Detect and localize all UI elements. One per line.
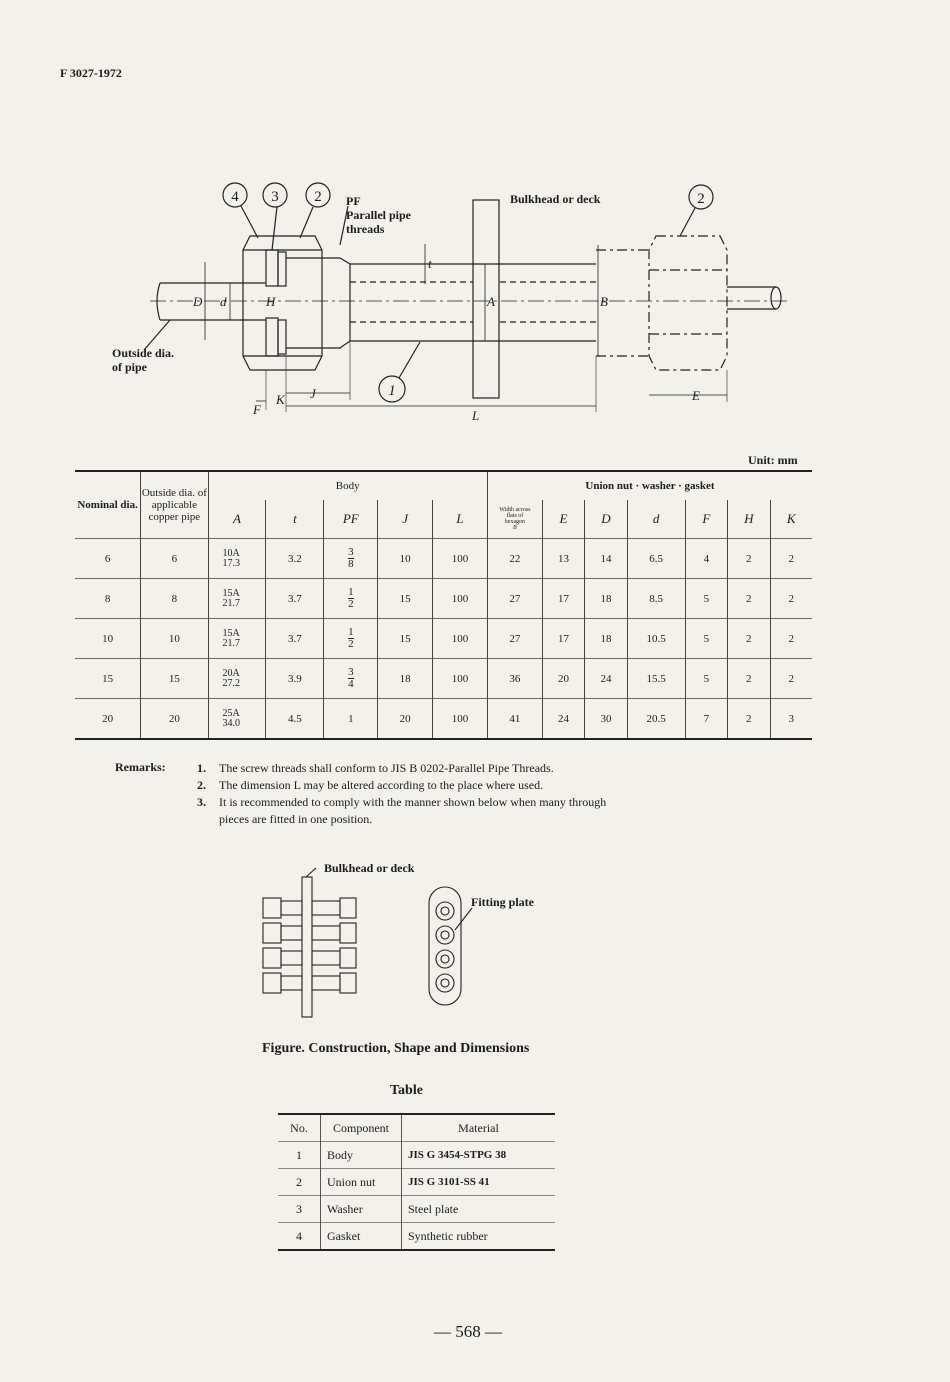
col-body: Body (208, 471, 487, 500)
cell-D: 30 (585, 699, 627, 740)
cell-t: 3.7 (266, 579, 324, 619)
cell-d: 20.5 (627, 699, 685, 740)
outside-dia-label-1: Outside dia. (112, 346, 175, 360)
document-code: F 3027-1972 (60, 66, 122, 80)
cell-J: 20 (378, 699, 433, 740)
dim-E: E (692, 388, 700, 403)
callout-2: 2 (314, 189, 322, 205)
unit-label: Unit: mm (748, 453, 798, 467)
outside-dia-label-2: of pipe (112, 360, 148, 374)
cell-nominal: 6 (75, 539, 141, 579)
washer (266, 250, 278, 286)
callout-3: 3 (271, 189, 279, 205)
pf-label: PF (346, 194, 361, 208)
dim-K: K (276, 392, 285, 407)
cell-d: 8.5 (627, 579, 685, 619)
col-union: Union nut · washer · gasket (487, 471, 812, 500)
cell-PF: $\frac{1}{2}$ (324, 619, 378, 659)
union-nut-left (243, 236, 322, 370)
callout-2b: 2 (697, 191, 705, 207)
cell-H: 2 (728, 579, 770, 619)
cell-nominal: 15 (75, 659, 141, 699)
cell-K: 2 (770, 619, 812, 659)
dim-t: t (428, 256, 432, 271)
callout-4: 4 (231, 189, 239, 205)
dim-J: J (310, 386, 316, 401)
sub-K: K (770, 500, 812, 539)
cell-B: 36 (487, 659, 542, 699)
parallel-label-2: threads (346, 222, 385, 236)
table-row (75, 699, 812, 740)
cell-F: 4 (685, 539, 727, 579)
sub-PF: PF (324, 500, 378, 539)
cell-K: 3 (770, 699, 812, 740)
multi-fitting-drawing (255, 855, 575, 1035)
mat-col-material: Material (402, 1114, 556, 1142)
figure-caption: Figure. Construction, Shape and Dimensions (262, 1041, 530, 1056)
page-number: — 568 — (434, 1322, 502, 1341)
cell-D: 18 (585, 619, 627, 659)
fitting-plate-label: Fitting plate (471, 895, 534, 909)
sub-H: H (728, 500, 770, 539)
cell-H: 2 (728, 659, 770, 699)
cell-J: 15 (378, 619, 433, 659)
materials-table (278, 1113, 555, 1251)
sub-J: J (378, 500, 433, 539)
cell-F: 5 (685, 659, 727, 699)
cell-outside-dia: 8 (141, 579, 208, 619)
cell-B: 41 (487, 699, 542, 740)
cell-K: 2 (770, 579, 812, 619)
fitting-row (263, 898, 356, 918)
cell-L: 100 (433, 699, 488, 740)
sub-A: A (208, 500, 266, 539)
cell-B: 27 (487, 579, 542, 619)
cell-outside-dia: 20 (141, 699, 208, 740)
bulkhead-plate (302, 877, 312, 1017)
sub-d: d (627, 500, 685, 539)
cell-L: 100 (433, 539, 488, 579)
cell-PF: $\frac{1}{2}$ (324, 579, 378, 619)
cell-A: 15A 21.7 (208, 619, 266, 659)
cell-t: 3.9 (266, 659, 324, 699)
cell-K: 2 (770, 659, 812, 699)
dim-D: D (193, 294, 203, 309)
table-row: 3 Washer Steel plate (278, 1196, 555, 1223)
dim-L: L (472, 408, 480, 423)
sub-B: Width across flats of hexagon B (487, 500, 542, 539)
cell-B: 22 (487, 539, 542, 579)
table-row: 1 Body JIS G 3454-STPG 38 (278, 1142, 555, 1169)
table-row (75, 619, 812, 659)
cell-d: 6.5 (627, 539, 685, 579)
cell-H: 2 (728, 539, 770, 579)
cell-E: 13 (542, 539, 584, 579)
cell-A: 10A 17.3 (208, 539, 266, 579)
sub-L: L (433, 500, 488, 539)
remark-3: 3. It is recommended to comply with the manner shown below when many through pieces are fitted in one position. (197, 795, 607, 826)
cell-J: 15 (378, 579, 433, 619)
cell-t: 4.5 (266, 699, 324, 740)
dim-F: F (253, 402, 261, 417)
callout-1: 1 (388, 383, 396, 399)
cell-PF: $\frac{3}{4}$ (324, 659, 378, 699)
cell-E: 20 (542, 659, 584, 699)
cell-H: 2 (728, 619, 770, 659)
construction-drawing (100, 175, 860, 430)
table-row (75, 659, 812, 699)
cell-L: 100 (433, 579, 488, 619)
dimension-table-body (75, 539, 812, 740)
cell-D: 14 (585, 539, 627, 579)
parallel-label-1: Parallel pipe (346, 208, 411, 222)
cell-d: 15.5 (627, 659, 685, 699)
cell-D: 18 (585, 579, 627, 619)
cell-outside-dia: 6 (141, 539, 208, 579)
cell-t: 3.2 (266, 539, 324, 579)
cell-E: 24 (542, 699, 584, 740)
bulkhead (473, 200, 499, 398)
dim-d: d (220, 294, 227, 309)
cell-H: 2 (728, 699, 770, 740)
cell-F: 7 (685, 699, 727, 740)
cell-F: 5 (685, 619, 727, 659)
sub-D: D (585, 500, 627, 539)
table-row (75, 579, 812, 619)
cell-D: 24 (585, 659, 627, 699)
union-nut-right (649, 236, 727, 370)
cell-K: 2 (770, 539, 812, 579)
table-row: 2 Union nut JIS G 3101-SS 41 (278, 1169, 555, 1196)
sub-E: E (542, 500, 584, 539)
remark-2: 2. The dimension L may be altered according to the place where used. (197, 778, 544, 792)
remark-1: 1. The screw threads shall conform to JIS B 0202-Parallel Pipe Threads. (197, 761, 554, 775)
cell-F: 5 (685, 579, 727, 619)
cell-J: 10 (378, 539, 433, 579)
col-nominal: Nominal dia. (75, 471, 141, 539)
cell-A: 25A 34.0 (208, 699, 266, 740)
mat-col-component: Component (321, 1114, 402, 1142)
bulkhead-label-2: Bulkhead or deck (324, 861, 415, 875)
dimension-table (75, 470, 812, 740)
dim-B: B (600, 294, 608, 309)
cell-E: 17 (542, 579, 584, 619)
cell-A: 20A 27.2 (208, 659, 266, 699)
cell-nominal: 10 (75, 619, 141, 659)
cell-nominal: 20 (75, 699, 141, 740)
cell-t: 3.7 (266, 619, 324, 659)
cell-outside-dia: 15 (141, 659, 208, 699)
table-row (75, 539, 812, 579)
cell-d: 10.5 (627, 619, 685, 659)
dim-A: A (487, 294, 495, 309)
cell-nominal: 8 (75, 579, 141, 619)
table-title: Table (390, 1083, 423, 1098)
sub-t: t (266, 500, 324, 539)
cell-A: 15A 21.7 (208, 579, 266, 619)
cell-B: 27 (487, 619, 542, 659)
col-outside-dia: Outside dia. of applicable copper pipe (141, 471, 208, 539)
bulkhead-label: Bulkhead or deck (510, 192, 601, 206)
gasket (278, 252, 286, 286)
cell-L: 100 (433, 659, 488, 699)
cell-PF: $\frac{3}{8}$ (324, 539, 378, 579)
cell-outside-dia: 10 (141, 619, 208, 659)
dim-H: H (266, 294, 276, 309)
mat-col-no: No. (278, 1114, 321, 1142)
cell-L: 100 (433, 619, 488, 659)
remarks-label: Remarks: (115, 760, 166, 774)
table-row: 4 Gasket Synthetic rubber (278, 1223, 555, 1251)
cell-J: 18 (378, 659, 433, 699)
sub-F: F (685, 500, 727, 539)
cell-E: 17 (542, 619, 584, 659)
cell-PF: 1 (324, 699, 378, 740)
